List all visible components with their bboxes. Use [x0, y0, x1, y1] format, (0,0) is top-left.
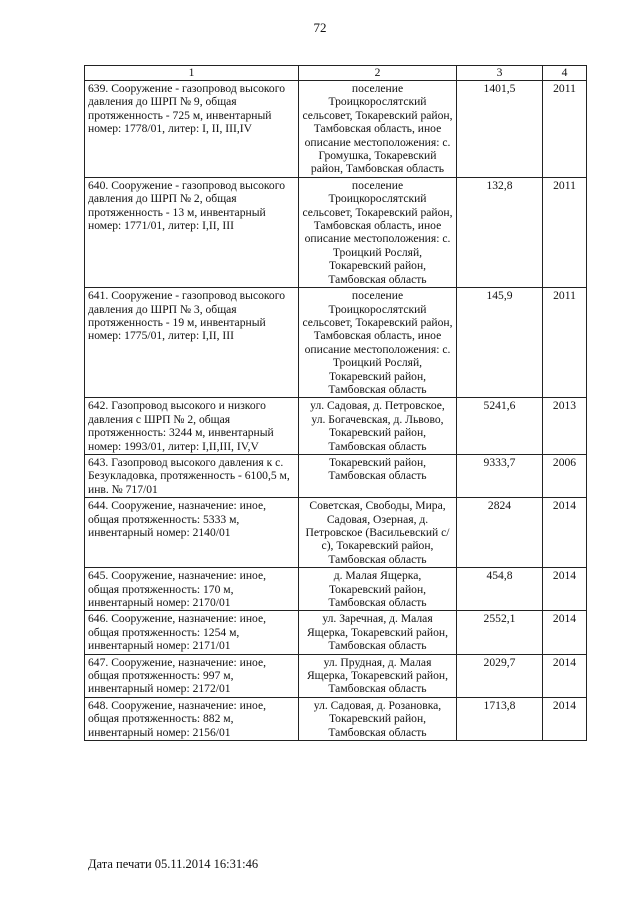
object-description: 643. Газопровод высокого давления к с. Безукладовка, протяженность - 6100,5 м, инв. № 717/01 [85, 454, 299, 497]
object-value: 2029,7 [457, 654, 543, 697]
object-description: 640. Сооружение - газопровод высокого давления до ШРП № 2, общая протяженность - 13 м, инвентарный номер: 1771/01, литер: I,II, III [85, 177, 299, 287]
object-description: 642. Газопровод высокого и низкого давления с ШРП № 2, общая протяженность: 3244 м, инвентарный номер: 1993/01, литер: I,II,III, IV,V [85, 398, 299, 455]
object-description: 647. Сооружение, назначение: иное, общая протяженность: 997 м, инвентарный номер: 2172/01 [85, 654, 299, 697]
object-location: Токаревский район, Тамбовская область [299, 454, 457, 497]
object-location: ул. Садовая, д. Розановка, Токаревский район, Тамбовская область [299, 697, 457, 740]
table-row [85, 288, 587, 398]
object-description: 641. Сооружение - газопровод высокого давления до ШРП № 3, общая протяженность - 19 м, инвентарный номер: 1775/01, литер: I,II, III [85, 288, 299, 398]
table-row [85, 654, 587, 697]
object-location: поселение Троицкорослятский сельсовет, Токаревский район, Тамбовская область, иное описание местоположения: с. Троицкий Росляй, Токаревский район, Тамбовская область [299, 177, 457, 287]
object-value: 5241,6 [457, 398, 543, 455]
object-year: 2006 [543, 454, 587, 497]
object-value: 9333,7 [457, 454, 543, 497]
object-year: 2014 [543, 697, 587, 740]
object-description: 644. Сооружение, назначение: иное, общая протяженность: 5333 м, инвентарный номер: 2140/01 [85, 498, 299, 568]
table-row [85, 611, 587, 654]
table-row [85, 177, 587, 287]
object-description: 646. Сооружение, назначение: иное, общая протяженность: 1254 м, инвентарный номер: 2171/01 [85, 611, 299, 654]
object-value: 454,8 [457, 568, 543, 611]
object-value: 132,8 [457, 177, 543, 287]
object-value: 2824 [457, 498, 543, 568]
object-year: 2014 [543, 654, 587, 697]
object-value: 2552,1 [457, 611, 543, 654]
object-year: 2013 [543, 398, 587, 455]
column-header-description: 1 [85, 66, 299, 81]
column-header-year: 4 [543, 66, 587, 81]
table-row [85, 398, 587, 455]
object-year: 2014 [543, 568, 587, 611]
object-year: 2011 [543, 288, 587, 398]
object-year: 2011 [543, 81, 587, 178]
object-description: 648. Сооружение, назначение: иное, общая протяженность: 882 м, инвентарный номер: 2156/01 [85, 697, 299, 740]
object-location: ул. Прудная, д. Малая Ящерка, Токаревский район, Тамбовская область [299, 654, 457, 697]
object-value: 1401,5 [457, 81, 543, 178]
object-description: 645. Сооружение, назначение: иное, общая протяженность: 170 м, инвентарный номер: 2170/01 [85, 568, 299, 611]
object-value: 1713,8 [457, 697, 543, 740]
object-value: 145,9 [457, 288, 543, 398]
table-row [85, 498, 587, 568]
table-row [85, 697, 587, 740]
object-location: д. Малая Ящерка, Токаревский район, Тамбовская область [299, 568, 457, 611]
object-location: поселение Троицкорослятский сельсовет, Токаревский район, Тамбовская область, иное описание местоположения: с. Троицкий Росляй, Токаревский район, Тамбовская область [299, 288, 457, 398]
property-registry-table [84, 65, 587, 741]
object-description: 639. Сооружение - газопровод высокого давления до ШРП № 9, общая протяженность - 725 м, инвентарный номер: 1778/01, литер: I, II, III,IV [85, 81, 299, 178]
table-row [85, 454, 587, 497]
object-year: 2011 [543, 177, 587, 287]
print-date-footer: Дата печати 05.11.2014 16:31:46 [88, 857, 259, 871]
object-location: поселение Троицкорослятский сельсовет, Токаревский район, Тамбовская область, иное описание местоположения: с. Громушка, Токаревский район, Тамбовская область [299, 81, 457, 178]
column-header-location: 2 [299, 66, 457, 81]
table-row [85, 81, 587, 178]
table-row [85, 568, 587, 611]
object-location: ул. Заречная, д. Малая Ящерка, Токаревский район, Тамбовская область [299, 611, 457, 654]
object-year: 2014 [543, 611, 587, 654]
table-header-row [85, 66, 587, 81]
page-number: 72 [313, 20, 327, 35]
object-location: ул. Садовая, д. Петровское, ул. Богачевская, д. Львово, Токаревский район, Тамбовская область [299, 398, 457, 455]
object-location: Советская, Свободы, Мира, Садовая, Озерная, д. Петровское (Васильевский с/с), Токаревский район, Тамбовская область [299, 498, 457, 568]
object-year: 2014 [543, 498, 587, 568]
column-header-value: 3 [457, 66, 543, 81]
